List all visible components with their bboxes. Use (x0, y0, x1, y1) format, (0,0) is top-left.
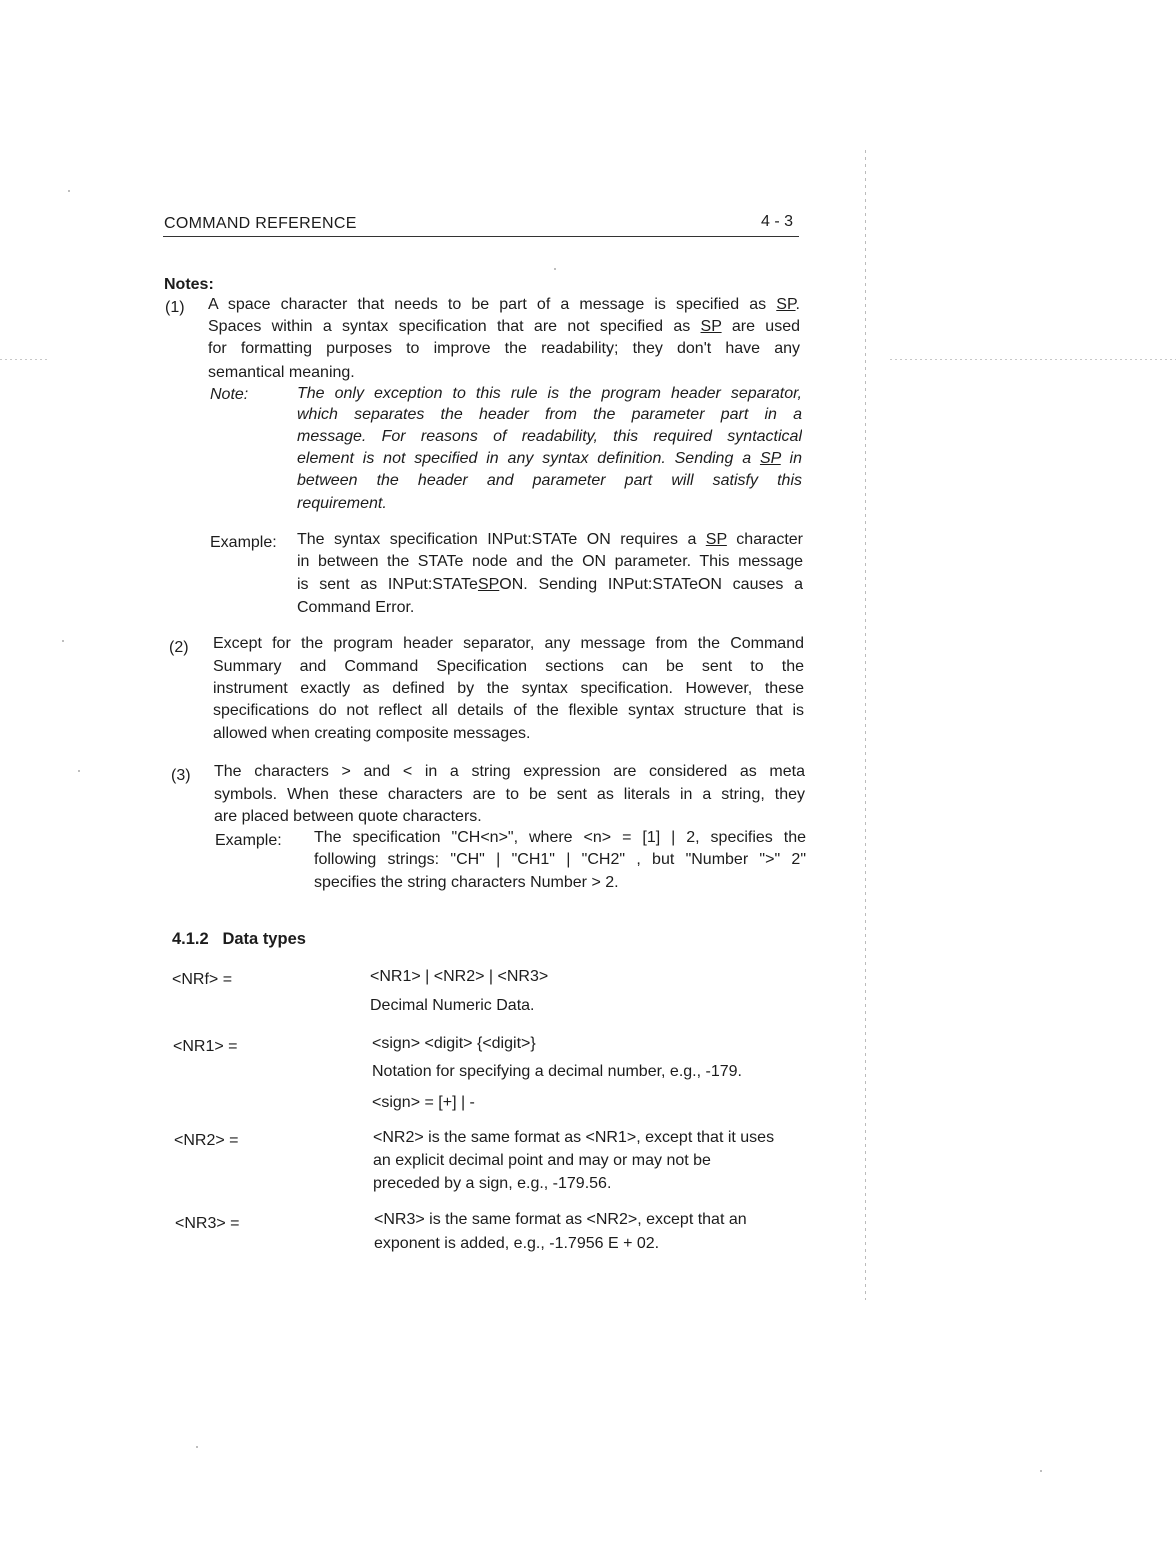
note-3-line: are placed between quote characters. (214, 808, 482, 825)
note-text-line: which separates the header from the parameter part in a (297, 406, 802, 423)
note-text-line: between the header and parameter part will satisfy this (297, 472, 802, 489)
example-text-line: specifies the string characters Number > 2. (314, 874, 619, 891)
note-2-line: Except for the program header separator, any message from the Command (213, 635, 804, 652)
note-2-number: (2) (169, 639, 189, 656)
note-label: Note: (210, 386, 249, 403)
note-text-line: requirement. (297, 495, 387, 512)
scan-speck (196, 1446, 198, 1448)
note-1-line: for formatting purposes to improve the readability; they don't have any (208, 340, 800, 357)
example-label: Example: (210, 534, 277, 551)
definition-line: <sign> <digit> {<digit>} (372, 1035, 536, 1052)
note-text-line: message. For reasons of readability, this required syntactical (297, 428, 802, 445)
notes-heading: Notes: (164, 276, 214, 293)
note-1-line: A space character that needs to be part of a message is specified as SP. (208, 296, 800, 313)
note-1-line: semantical meaning. (208, 364, 355, 381)
note-2-line: Summary and Command Specification sections can be sent to the (213, 658, 804, 675)
term-label: <NR1> = (173, 1038, 238, 1055)
scan-speck (554, 268, 556, 270)
definition-line: <NR1> | <NR2> | <NR3> (370, 968, 549, 985)
header-title: COMMAND REFERENCE (164, 215, 357, 232)
header-rule (163, 236, 799, 237)
note-2-line: specifications do not reflect all details of the flexible syntax structure that is (213, 702, 804, 719)
scan-artifact-line (865, 150, 866, 1300)
scan-artifact-dots (890, 359, 1176, 360)
note-3-line: symbols. When these characters are to be sent as literals in a string, they (214, 786, 805, 803)
term-label: <NRf> = (172, 971, 233, 988)
definition-line: <sign> = [+] | - (372, 1094, 475, 1111)
definition-line: Decimal Numeric Data. (370, 997, 535, 1014)
note-3-line: The characters > and < in a string expression are considered as meta (214, 763, 805, 780)
section-title: Data types (222, 930, 306, 948)
definition-line: <NR3> is the same format as <NR2>, except that an (374, 1211, 747, 1228)
note-1-number: (1) (165, 299, 185, 316)
scan-artifact-dots (0, 359, 50, 360)
example-text-line: The specification "CH<n>", where <n> = [1] | 2, specifies the (314, 829, 806, 846)
definition-line: Notation for specifying a decimal number, e.g., -179. (372, 1063, 742, 1080)
note-1-line: Spaces within a syntax specification that are not specified as SP are used (208, 318, 800, 335)
scan-speck (1040, 1470, 1042, 1472)
example-text-line: The syntax specification INPut:STATe ON requires a SP character (297, 531, 803, 548)
example-text-line: in between the STATe node and the ON parameter. This message (297, 553, 803, 570)
example-text-line: is sent as INPut:STATeSPON. Sending INPut:STATeON causes a (297, 576, 803, 593)
scan-speck (68, 190, 70, 192)
example-label: Example: (215, 832, 282, 849)
section-heading (172, 928, 306, 950)
term-label: <NR2> = (174, 1132, 239, 1149)
scan-speck (78, 770, 80, 772)
note-3-number: (3) (171, 767, 191, 784)
scan-speck (62, 640, 64, 642)
definition-line: exponent is added, e.g., -1.7956 E + 02. (374, 1235, 660, 1252)
note-text-line: The only exception to this rule is the program header separator, (297, 385, 802, 402)
definition-line: <NR2> is the same format as <NR1>, except that it uses (373, 1129, 775, 1146)
example-text-line: following strings: "CH" | "CH1" | "CH2" , but "Number ">" 2" (314, 851, 806, 868)
section-number: 4.1.2 (172, 930, 209, 948)
definition-line: an explicit decimal point and may or may not be (373, 1152, 711, 1169)
page-number: 4 - 3 (761, 213, 794, 230)
note-2-line: allowed when creating composite messages. (213, 725, 531, 742)
term-label: <NR3> = (175, 1215, 240, 1232)
definition-line: preceded by a sign, e.g., -179.56. (373, 1175, 612, 1192)
example-text-line: Command Error. (297, 599, 415, 616)
note-2-line: instrument exactly as defined by the syntax specification. However, these (213, 680, 804, 697)
note-text-line: element is not specified in any syntax definition. Sending a SP in (297, 450, 802, 467)
